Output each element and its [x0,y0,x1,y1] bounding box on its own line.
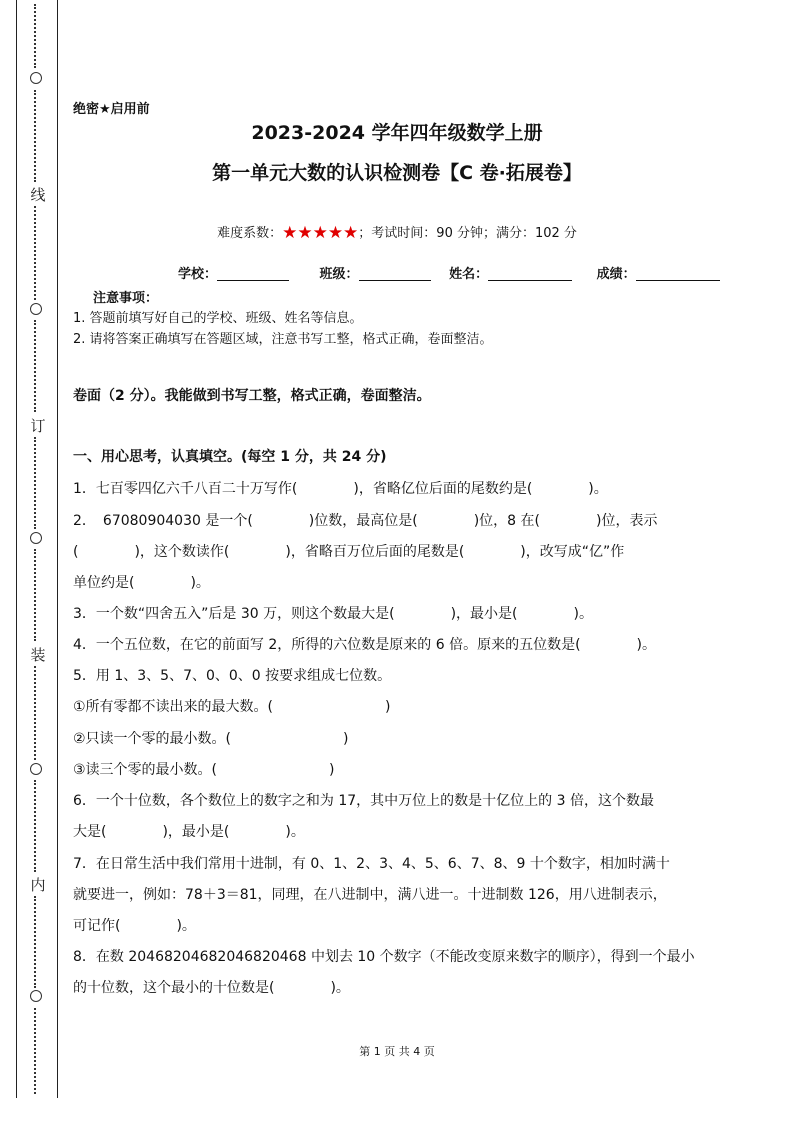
class-blank[interactable] [359,266,431,281]
note-item: 2. 请将答案正确填写在答题区域，注意书写工整，格式正确，卷面整洁。 [73,332,493,347]
question-line: 8．在数 20468204682046820468 中划去 10 个数字（不能改变原来数字的顺序），得到一个最小 [73,949,695,965]
dotted-line [34,437,42,529]
question-line: 6．一个十位数，各个数位上的数字之和为 17，其中万位上的数是十亿位上的 3 倍，这个数最 [73,793,654,809]
dotted-line [34,666,42,760]
score-field[interactable] [597,263,720,282]
dotted-line [34,549,42,641]
question-line: 可记作( )。 [73,918,196,934]
question-line: 1．七百零四亿六千八百二十万写作( )，省略亿位后面的尾数约是( )。 [73,481,608,497]
dotted-line [34,780,42,872]
note-item: 1. 答题前填写好自己的学校、班级、姓名等信息。 [73,311,363,326]
binding-char-line: 线 [30,186,46,204]
binding-char-bind: 装 [30,646,46,664]
name-label: 姓名： [449,267,489,282]
question-line: ③读三个零的最小数。( ) [73,762,335,778]
binding-circle [30,763,42,775]
notes-heading: 注意事项： [93,291,159,306]
question-line: 2． 67080904030 是一个( )位数，最高位是( )位，8 在( )位，表示 [73,513,658,529]
dotted-line [34,4,42,68]
section-heading: 一、用心思考，认真填空。(每空 1 分，共 24 分) [73,449,387,465]
page-subtitle: 第一单元大数的认识检测卷【C 卷·拓展卷】 [212,162,582,184]
question-line: 就要进一，例如：78＋3＝81，同理，在八进制中，满八进一。十进制数 126，用八进制表示， [73,887,667,903]
binding-circle [30,72,42,84]
score-label: 成绩： [596,267,636,282]
page-footer: 第 1 页 共 4 页 [359,1045,435,1058]
dotted-line [34,320,42,412]
neatness-statement: 卷面（2 分）。我能做到书写工整，格式正确，卷面整洁。 [73,388,431,404]
binding-char-order: 订 [30,417,46,435]
class-label: 班级： [319,267,359,282]
question-line: 大是( )，最小是( )。 [73,824,305,840]
exam-meta [0,222,794,243]
question-line: 7．在日常生活中我们常用十进制，有 0、1、2、3、4、5、6、7、8、9 十个数字，相加时满十 [73,856,670,872]
score-blank[interactable] [636,266,720,281]
school-label: 学校： [178,267,218,282]
question-line: ( )，这个数读作( )，省略百万位后面的尾数是( )，改写成“亿”作 [73,544,625,560]
secret-label: 绝密★启用前 [73,102,150,117]
question-line: ②只读一个零的最小数。( ) [73,731,349,747]
question-line: 的十位数，这个最小的十位数是( )。 [73,980,350,996]
binding-char-inner: 内 [30,876,46,894]
dotted-line [34,206,42,300]
difficulty-stars: ★★★★★ [282,223,359,243]
page-title: 2023-2024 学年四年级数学上册 [251,122,543,144]
binding-circle [30,303,42,315]
question-line: 4．一个五位数，在它的前面写 2，所得的六位数是原来的 6 倍。原来的五位数是( )。 [73,637,656,653]
question-line: 3．一个数“四舍五入”后是 30 万，则这个数最大是( )，最小是( )。 [73,606,593,622]
name-field[interactable] [449,263,572,282]
question-line: 单位约是( )。 [73,575,210,591]
exam-info: ；考试时间：90 分钟；满分：102 分 [358,226,577,241]
question-line: 5．用 1、3、5、7、0、0、0 按要求组成七位数。 [73,668,392,684]
name-blank[interactable] [488,266,572,281]
class-field[interactable] [320,263,431,282]
student-fields [178,263,732,282]
school-field[interactable] [178,263,289,282]
binding-circle [30,532,42,544]
question-line: ①所有零都不读出来的最大数。( ) [73,699,391,715]
binding-circle [30,990,42,1002]
school-blank[interactable] [217,266,289,281]
dotted-line [34,896,42,988]
difficulty-label: 难度系数： [217,226,283,241]
